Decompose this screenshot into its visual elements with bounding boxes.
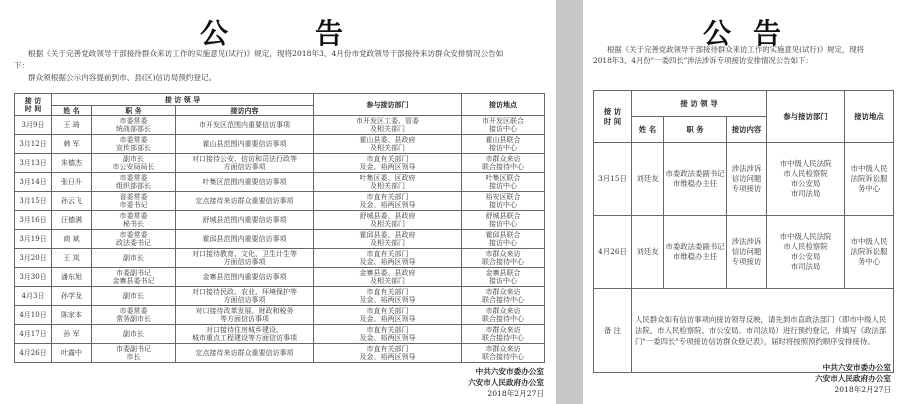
left-notice-title: [200, 12, 400, 50]
left-schedule-table: [14, 93, 545, 363]
left-table-row: [15, 268, 545, 287]
left-cell-name: 朱德杰: [52, 154, 92, 173]
left-footer: [468, 366, 544, 399]
left-cell-date: 3月30日: [15, 268, 52, 287]
right-cell-place: 市中级人民 法院诉讼服 务中心: [845, 216, 894, 289]
right-title-char-2: 告: [753, 17, 786, 50]
left-cell-content: 市开发区范围内重要信访事项: [176, 116, 314, 135]
left-cell-name: 孙 军: [52, 325, 92, 344]
right-header-name: 姓 名: [632, 117, 664, 143]
left-cell-place: 市群众来访 联合接待中心: [462, 306, 545, 325]
left-cell-dept: 市直有关部门 及金、裕两区领导: [314, 325, 462, 344]
left-cell-place: 市群众来访 联合接待中心: [462, 287, 545, 306]
right-cell-dept: 市中级人民法院 市人民检察院 市公安局 市司法局: [767, 216, 845, 289]
right-cell-place: 市中级人民 法院诉讼服 务中心: [845, 143, 894, 216]
left-table-row: [15, 211, 545, 230]
left-cell-content: 金寨县范围内重要信访事项: [176, 268, 314, 287]
panel-divider: [556, 0, 583, 404]
left-cell-position: 市委常委 常务副市长: [92, 306, 176, 325]
left-cell-content: 叶集区范围内重要信访事项: [176, 173, 314, 192]
left-cell-position: 市委常委 组织部部长: [92, 173, 176, 192]
left-cell-date: 3月13日: [15, 154, 52, 173]
right-header-content: 接访内容: [727, 117, 767, 143]
left-cell-content: 对口接待教育、文化、卫生计生等 方面信访事项: [176, 249, 314, 268]
right-table-row: [594, 216, 894, 289]
right-footer-org-2: 六安市人民政府办公室: [815, 374, 891, 383]
left-cell-name: 汪德满: [52, 211, 92, 230]
left-header-place: 接访地点: [462, 94, 545, 116]
right-header-position: 职 务: [664, 117, 727, 143]
left-cell-position: 市委常委 宣传部部长: [92, 135, 176, 154]
left-cell-dept: 叶集区委、区政府 及相关部门: [314, 173, 462, 192]
left-cell-date: 3月9日: [15, 116, 52, 135]
left-cell-name: 王 岚: [52, 249, 92, 268]
left-header-time: 接 访 时 间: [15, 94, 52, 116]
right-cell-position: 市委政法委副书记 市维稳办主任: [664, 143, 727, 216]
left-cell-date: 3月14日: [15, 173, 52, 192]
left-cell-position: 市委常委 秘书长: [92, 211, 176, 230]
left-footer-org-1: 中共六安市委办公室: [475, 367, 544, 376]
left-cell-content: 定点接待来访群众重要信访事项: [176, 344, 314, 363]
right-header-time: 接 访 时 间: [594, 91, 632, 143]
left-cell-place: 叶集区联合 接访中心: [462, 173, 545, 192]
left-cell-dept: 市直有关部门 及金、裕两区领导: [314, 306, 462, 325]
right-table-row: [594, 143, 894, 216]
left-table-row: [15, 249, 545, 268]
right-footer-date: 2018年2月27日: [834, 385, 891, 394]
right-schedule-table: [593, 90, 894, 373]
right-cell-position: 市委政法委副书记 市维稳办主任: [664, 216, 727, 289]
left-header-leader-group: 接 访 领 导: [52, 94, 314, 106]
left-cell-dept: 金寨县委、县政府 及相关部门: [314, 268, 462, 287]
left-cell-content: 对口接待民政、农业、环境保护等 方面信访事项: [176, 287, 314, 306]
left-cell-place: 舒城县联合 接访中心: [462, 211, 545, 230]
left-cell-content: 对口接待公安、信访和司法行政等 方面信访事项: [176, 154, 314, 173]
left-cell-place: 霍邱县联合 接访中心: [462, 230, 545, 249]
left-cell-place: 市群众来访 联合接待中心: [462, 325, 545, 344]
left-cell-dept: 市开发区工委、管委 及相关部门: [314, 116, 462, 135]
left-cell-dept: 市直有关部门 及金、裕两区领导: [314, 249, 462, 268]
right-header-dept: 参与接访部门: [767, 91, 845, 143]
left-table-row: [15, 306, 545, 325]
left-table-body: [15, 116, 545, 363]
left-cell-name: 王 琦: [52, 116, 92, 135]
left-cell-name: 孙学龙: [52, 287, 92, 306]
left-cell-name: 张日升: [52, 173, 92, 192]
left-cell-position: 市委副书记 金寨县委书记: [92, 268, 176, 287]
left-intro-line-2: 下：: [14, 61, 30, 70]
left-table-row: [15, 116, 545, 135]
right-notice-panel: [583, 0, 901, 404]
left-cell-place: 市群众来访 联合接待中心: [462, 154, 545, 173]
left-cell-place: 市群众来访 联合接待中心: [462, 249, 545, 268]
left-cell-content: 霍山县范围内重要信访事项: [176, 135, 314, 154]
left-cell-dept: 市直有关部门 及金、裕两区领导: [314, 154, 462, 173]
left-cell-name: 陈家本: [52, 306, 92, 325]
left-cell-dept: 霍邱县委、县政府 及相关部门: [314, 230, 462, 249]
left-header-content: 接访内容: [176, 106, 314, 116]
left-cell-name: 韩 军: [52, 135, 92, 154]
left-cell-date: 3月20日: [15, 249, 52, 268]
left-cell-place: 金寨县联合 接访中心: [462, 268, 545, 287]
left-cell-content: 舒城县范围内重要信访事项: [176, 211, 314, 230]
left-table-row: [15, 325, 545, 344]
left-header-name: 姓 名: [52, 106, 92, 116]
left-cell-dept: 市直有关部门 及金、裕两区领导: [314, 287, 462, 306]
left-cell-position: 副市长 市公安局局长: [92, 154, 176, 173]
right-cell-date: 4月26日: [594, 216, 632, 289]
left-intro: [14, 48, 548, 84]
right-cell-content: 涉法涉诉 信访问题 专项接访: [727, 143, 767, 216]
right-cell-dept: 市中级人民法院 市人民检察院 市公安局 市司法局: [767, 143, 845, 216]
left-cell-dept: 市直有关部门 及金、裕两区领导: [314, 344, 462, 363]
left-cell-date: 3月19日: [15, 230, 52, 249]
left-intro-line-1: 根据《关于完善党政领导干部接待群众来访工作的实施意见(试行)》规定，现将2018年3、4月份市党政领导干部接待来访群众安排情况公告如: [28, 49, 504, 58]
left-title-char-2: 告: [315, 17, 348, 50]
right-table-body: [594, 143, 894, 289]
right-footer-org-1: 中共六安市委办公室: [822, 363, 891, 372]
left-cell-date: 4月26日: [15, 344, 52, 363]
left-cell-position: 副市长: [92, 325, 176, 344]
right-note-text: 人民群众如有信访事项向接访领导反映，请先到市直政法部门（即市中级人民法院、市人民检察院、市公安局、市司法局）进行预约登记，并填写《政法部门"一委四长"专项接访信访群众登记表》，届时将按照预约顺序安排接待。: [632, 289, 894, 373]
left-cell-position: 省委常委 市委书记: [92, 192, 176, 211]
left-table-row: [15, 192, 545, 211]
left-cell-dept: 舒城县委、县政府 及相关部门: [314, 211, 462, 230]
left-cell-dept: 市直有关部门 及金、裕两区领导: [314, 192, 462, 211]
right-intro-line-1: 根据《关于完善党政领导干部接待群众来访工作的实施意见(试行)》规定，现将: [607, 45, 865, 54]
right-title-char-1: 公: [703, 17, 736, 50]
right-cell-content: 涉法涉诉 信访问题 专项接访: [727, 216, 767, 289]
left-cell-content: 对口接待改革发展、财政和税务 等方面信访事项: [176, 306, 314, 325]
left-cell-place: 霍山县联合 接访中心: [462, 135, 545, 154]
left-cell-date: 4月10日: [15, 306, 52, 325]
left-cell-date: 3月16日: [15, 211, 52, 230]
left-cell-content: 对口接待住房城乡建设、 城市重点工程建设等方面信访事项: [176, 325, 314, 344]
left-cell-place: 市开发区联合 接访中心: [462, 116, 545, 135]
left-cell-date: 3月15日: [15, 192, 52, 211]
left-cell-name: 叶露中: [52, 344, 92, 363]
left-cell-position: 副市长: [92, 287, 176, 306]
left-cell-name: 商 斌: [52, 230, 92, 249]
right-note-label: 备 注: [594, 289, 632, 373]
right-cell-name: 刘廷友: [632, 143, 664, 216]
left-cell-place: 裕安区联合 接访中心: [462, 192, 545, 211]
right-header-place: 接访地点: [845, 91, 894, 143]
left-cell-place: 市群众来访 联合接待中心: [462, 344, 545, 363]
right-cell-date: 3月15日: [594, 143, 632, 216]
left-cell-date: 4月3日: [15, 287, 52, 306]
left-table-row: [15, 135, 545, 154]
left-table-row: [15, 154, 545, 173]
left-cell-position: 市委常委 统战部部长: [92, 116, 176, 135]
left-table-row: [15, 230, 545, 249]
left-cell-name: 孙云飞: [52, 192, 92, 211]
right-header-leader-group: 接 访 领 导: [632, 91, 767, 117]
right-notice-title: [703, 12, 863, 50]
left-table-row: [15, 287, 545, 306]
right-cell-name: 刘廷友: [632, 216, 664, 289]
left-cell-content: 霍邱县范围内重要信访事项: [176, 230, 314, 249]
left-header-dept: 参与接访部门: [314, 94, 462, 116]
left-cell-position: 市委常委 政法委书记: [92, 230, 176, 249]
left-cell-content: 定点接待来访群众重要信访事项: [176, 192, 314, 211]
left-cell-date: 4月17日: [15, 325, 52, 344]
left-cell-dept: 霍山县委、县政府 及相关部门: [314, 135, 462, 154]
left-table-row: [15, 344, 545, 363]
left-header-position: 职 务: [92, 106, 176, 116]
right-intro: [593, 44, 893, 66]
left-cell-position: 副市长: [92, 249, 176, 268]
left-title-char-1: 公: [200, 17, 233, 50]
right-intro-line-2: 2018年3、4月份"一委四长"涉法涉诉专项接访安排情况公告如下：: [593, 56, 813, 65]
left-cell-position: 市委副书记 市长: [92, 344, 176, 363]
left-footer-org-2: 六安市人民政府办公室: [468, 378, 544, 387]
left-cell-name: 潘东旭: [52, 268, 92, 287]
left-table-row: [15, 173, 545, 192]
left-intro-line-3: 群众须根据公示内容提前到市、县(区)信访局预约登记。: [28, 73, 217, 82]
right-footer: [815, 362, 891, 395]
left-footer-date: 2018年2月27日: [487, 389, 544, 398]
left-cell-date: 3月12日: [15, 135, 52, 154]
